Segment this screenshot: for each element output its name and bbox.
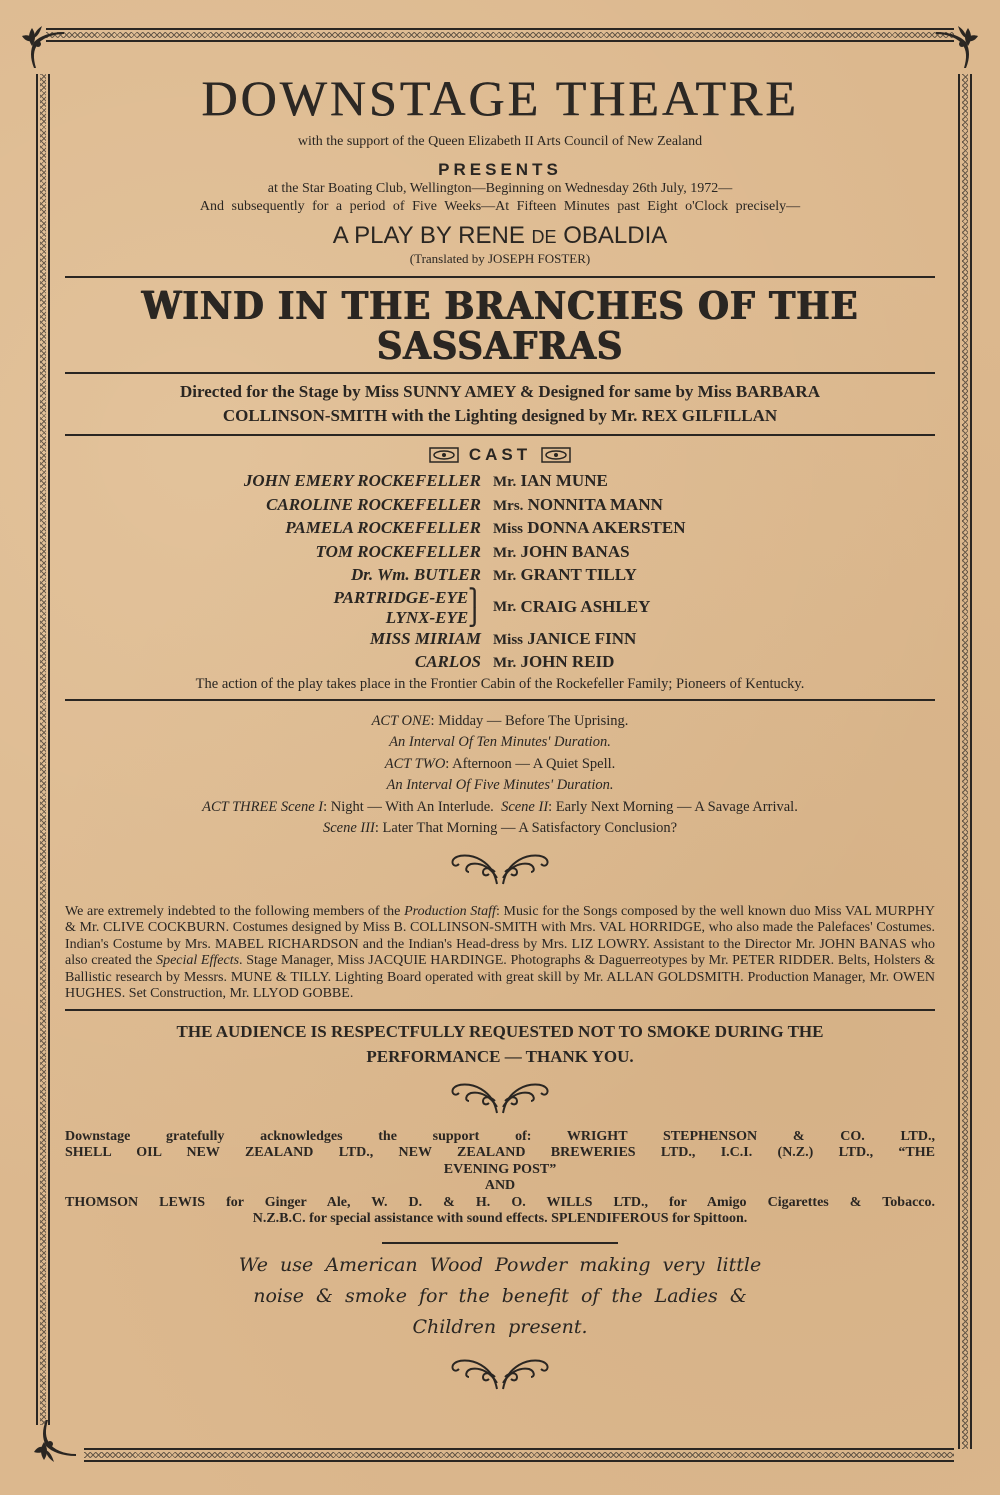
playwright-line	[85, 222, 915, 251]
flourish-ornament-icon	[447, 1351, 553, 1391]
divider	[65, 1009, 935, 1011]
play-title-line2: SASSAFRAS	[376, 323, 624, 368]
actor-name: Mr. CRAIG ASHLEY	[493, 597, 651, 617]
border-right	[958, 74, 972, 1449]
cast-row	[85, 651, 915, 675]
act-three: ACT THREE Scene I: Night — With An Interlude. Scene II: Early Next Morning — A Savage Arrival.	[202, 798, 798, 815]
actor-name: Miss DONNA AKERSTEN	[493, 518, 686, 537]
short-divider	[382, 1242, 618, 1244]
border-left	[36, 74, 50, 1425]
character-name: CAROLINE ROCKEFELLER	[266, 494, 481, 514]
actor-name: Mr. JOHN REID	[493, 652, 615, 671]
interval-one: An Interval Of Ten Minutes' Duration.	[389, 734, 611, 750]
act-schedule	[85, 711, 915, 840]
actor-name: Mrs. NONNITA MANN	[493, 494, 663, 514]
divider	[65, 276, 935, 278]
setting-note: The action of the play takes place in the Frontier Cabin of the Rockefeller Family; Pioneers of Kentucky.	[195, 675, 805, 692]
border-bottom	[84, 1448, 954, 1462]
cast-row	[85, 541, 915, 565]
presents-heading: PRESENTS	[438, 160, 562, 179]
ornament-left-icon	[429, 447, 459, 463]
cast-list	[85, 470, 915, 675]
act-one: ACT ONE: Midday — Before The Uprising.	[371, 712, 629, 729]
cast-row	[85, 494, 915, 518]
playwright-prefix: A PLAY BY RENE	[332, 222, 532, 249]
actor-name: Miss JANICE FINN	[493, 628, 637, 648]
character-name: MISS MIRIAM	[369, 628, 481, 648]
actor-name: Mr. IAN MUNE	[493, 471, 608, 490]
divider	[65, 699, 935, 701]
production-staff-paragraph: We are extremely indebted to the following members of the Production Staff: Music for the Songs composed by the well known duo Miss VAL MURPHY & Mr. CLIVE COCKBURN. Costumes designed by Miss B. COLLINSON-SMITH with Mrs. VAL HORRIDGE, who also made the Palefaces' Costumes. Indian's Costume by Mrs. MABEL RICHARDSON and the Indian's Head-dress by Mrs. LIZ LOWRY. Assistant to the Director Mr. JOHN BANAS who also created the Special Effects. Stage Manager, Miss JACQUIE HARDINGE. Photographs & Daguerreotypes by Mr. PETER RIDDER. Belts, Holsters & Ballistic research by Messrs. MUNE & TILLY. Lighting Board operated with great skill by Mr. ALLAN GOLDSMITH. Production Manager, Mr. OWEN HUGHES. Set Construction, Mr. LLYOD GOBBE.	[65, 903, 936, 1001]
flourish-ornament-icon	[447, 1075, 553, 1115]
fleur-de-lis-corner-icon	[18, 22, 64, 68]
fleur-de-lis-corner-icon	[30, 1420, 76, 1466]
actor-name: Mr. GRANT TILLY	[493, 565, 637, 584]
play-title	[114, 283, 886, 368]
acknowledgements: Downstage gratefully acknowledges the support of: WRIGHT STEPHENSON & CO. LTD., SHELL OIL NEW ZEALAND LTD., NEW ZEALAND BREWERIES LTD., I.C.I. (N.Z.) LTD., “THE EVENING POST” AND THOMSON LEWIS for Ginger Ale, W. D. & H. O. WILLS LTD., for Amigo Cigarettes & Tobacco. N.Z.B.C. for special assistance with sound effects. SPLENDIFEROUS for Spittoon.	[65, 1128, 935, 1226]
character-name: TOM ROCKEFELLER	[315, 541, 481, 561]
interval-two: An Interval Of Five Minutes' Duration.	[386, 777, 614, 793]
venue-line: at the Star Boating Club, Wellington—Beginning on Wednesday 26th July, 1972—	[267, 181, 733, 196]
act-three-scene-three: Scene III: Later That Morning — A Satisfactory Conclusion?	[322, 820, 678, 836]
character-name: PARTRIDGE-EYE⎫ LYNX-EYE⎭	[333, 587, 481, 627]
cast-row	[85, 470, 915, 494]
cast-heading	[85, 444, 915, 466]
divider	[65, 372, 935, 374]
cast-row	[85, 588, 915, 628]
theatre-name: DOWNSTAGE THEATRE	[201, 70, 799, 126]
cast-row	[85, 628, 915, 652]
cast-row	[85, 517, 915, 541]
wood-powder-note: We use American Wood Powder making very little noise & smoke for the benefit of the Ladies & Children present.	[238, 1253, 762, 1338]
actor-name: Mr. JOHN BANAS	[493, 541, 630, 561]
character-name: PAMELA ROCKEFELLER	[285, 518, 481, 537]
character-name: CARLOS	[414, 652, 481, 671]
cast-row	[85, 564, 915, 588]
playwright-surname: OBALDIA	[556, 222, 668, 249]
play-title-line1: WIND IN THE BRANCHES OF THE	[141, 283, 859, 328]
border-top	[46, 28, 954, 42]
ornament-right-icon	[541, 447, 571, 463]
character-name: JOHN EMERY ROCKEFELLER	[243, 471, 481, 490]
flourish-ornament-icon	[447, 846, 553, 886]
schedule-line: And subsequently for a period of Five Weeks—At Fifteen Minutes past Eight o'Clock precisely—	[199, 199, 801, 214]
playwright-particle: DE	[531, 227, 557, 247]
playbill	[65, 70, 936, 1391]
translator-line: (Translated by JOSEPH FOSTER)	[409, 251, 591, 266]
fleur-de-lis-corner-icon	[936, 22, 982, 68]
act-two: ACT TWO: Afternoon — A Quiet Spell.	[384, 755, 616, 772]
credits-line2: COLLINSON-SMITH with the Lighting designed by Mr. REX GILFILLAN	[222, 406, 778, 425]
credits-line1: Directed for the Stage by Miss SUNNY AMEY & Designed for same by Miss BARBARA	[180, 382, 820, 401]
support-line: with the support of the Queen Elizabeth II Arts Council of New Zealand	[297, 134, 703, 149]
production-credits	[65, 380, 935, 428]
divider	[65, 434, 935, 436]
cast-label: CAST	[468, 445, 532, 464]
no-smoking-notice: THE AUDIENCE IS RESPECTFULLY REQUESTED NOT TO SMOKE DURING THE PERFORMANCE — THANK YOU.	[176, 1021, 824, 1066]
character-name: Dr. Wm. BUTLER	[350, 565, 481, 584]
